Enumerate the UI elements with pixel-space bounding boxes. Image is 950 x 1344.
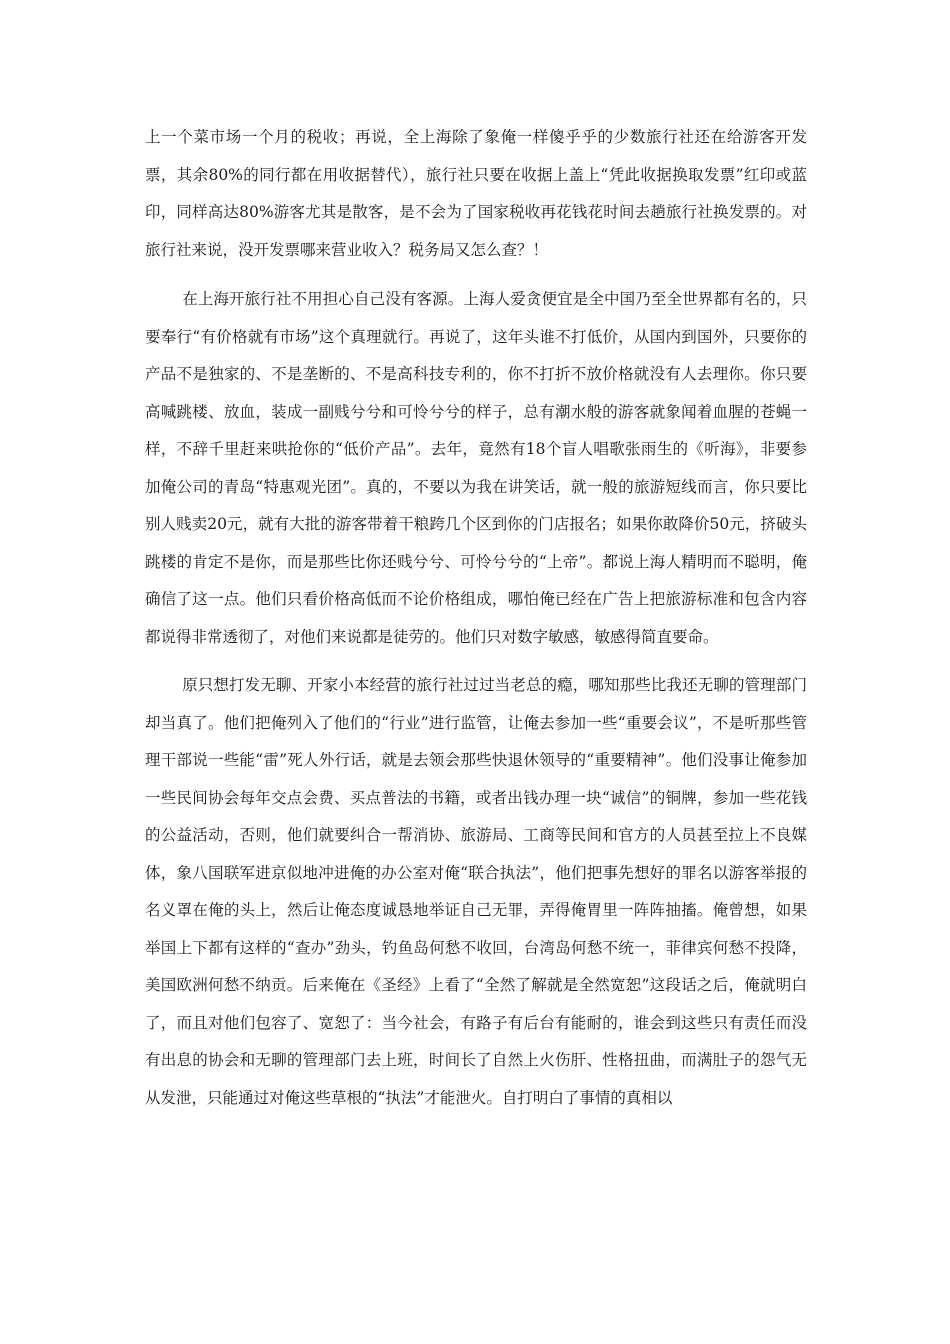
paragraph-1: 上一个菜市场一个月的税收；再说，全上海除了象俺一样傻乎乎的少数旅行社还在给游客开发票，其余80%的同行都在用收据替代），旅行社只要在收据上盖上“凭此收据换取发票”红印或蓝印，同样高达80%游客尤其是散客，是不会为了国家税收再花钱花时间去趟旅行社换发票的。对旅行社来说，没开发票哪来营业收入？税务局又怎么查？！ <box>145 128 807 259</box>
paragraph-3: 原只想打发无聊、开家小本经营的旅行社过过当老总的瘾，哪知那些比我还无聊的管理部门却当真了。他们把俺列入了他们的“行业”进行监管，让俺去参加一些“重要会议”，不是听那些管理干部说一些能“雷”死人外行话，就是去领会那些快退休领导的“重要精神”。他们没事让俺参加一些民间协会每年交点会费、买点普法的书籍，或者出钱办理一块“诚信”的铜牌，参加一些花钱的公益活动，否则，他们就要纠合一帮消协、旅游局、工商等民间和官方的人员甚至拉上不良媒体，象八国联军进京似地冲进俺的办公室对俺“联合执法”，他们把事先想好的罪名以游客举报的名义罩在俺的头上，然后让俺态度诚恳地举证自己无罪，弄得俺胃里一阵阵抽搐。俺曾想，如果举国上下都有这样的“查办”劲头，钓鱼岛何愁不收回，台湾岛何愁不统一，菲律宾何愁不投降，美国欧洲何愁不纳贡。后来俺在《圣经》上看了“全然了解就是全然宽恕”这段话之后，俺就明白了，而且对他们包容了、宽恕了：当今社会，有路子有后台有能耐的，谁会到这些只有责任而没有出息的协会和无聊的管理部门去上班，时间长了自然上火伤肝、性格扭曲，而满肚子的怨气无从发泄，只能通过对俺这些草根的“执法”才能泄火。自打明白了事情的真相以 <box>145 676 807 1107</box>
document-body <box>145 119 807 1117</box>
paragraph-2: 在上海开旅行社不用担心自己没有客源。上海人爱贪便宜是全中国乃至全世界都有名的，只要奉行“有价格就有市场”这个真理就行。再说了，这年头谁不打低价，从国内到国外，只要你的产品不是独家的、不是垄断的、不是高科技专利的，你不打折不放价格就没有人去理你。你只要高喊跳楼、放血，装成一副贱兮兮和可怜兮兮的样子，总有潮水般的游客就象闻着血腥的苍蝇一样，不辞千里赶来哄抢你的“低价产品”。去年，竟然有18个盲人唱歌张雨生的《听海》，非要参加俺公司的青岛“特惠观光团”。真的，不要以为我在讲笑话，就一般的旅游短线而言，你只要比别人贱卖20元，就有大批的游客带着干粮跨几个区到你的门店报名；如果你敢降价50元，挤破头跳楼的肯定不是你，而是那些比你还贱兮兮、可怜兮兮的“上帝”。都说上海人精明而不聪明，俺确信了这一点。他们只看价格高低而不论价格组成，哪怕俺已经在广告上把旅游标准和包含内容都说得非常透彻了，对他们来说都是徒劳的。他们只对数字敏感，敏感得简直要命。 <box>145 290 807 646</box>
